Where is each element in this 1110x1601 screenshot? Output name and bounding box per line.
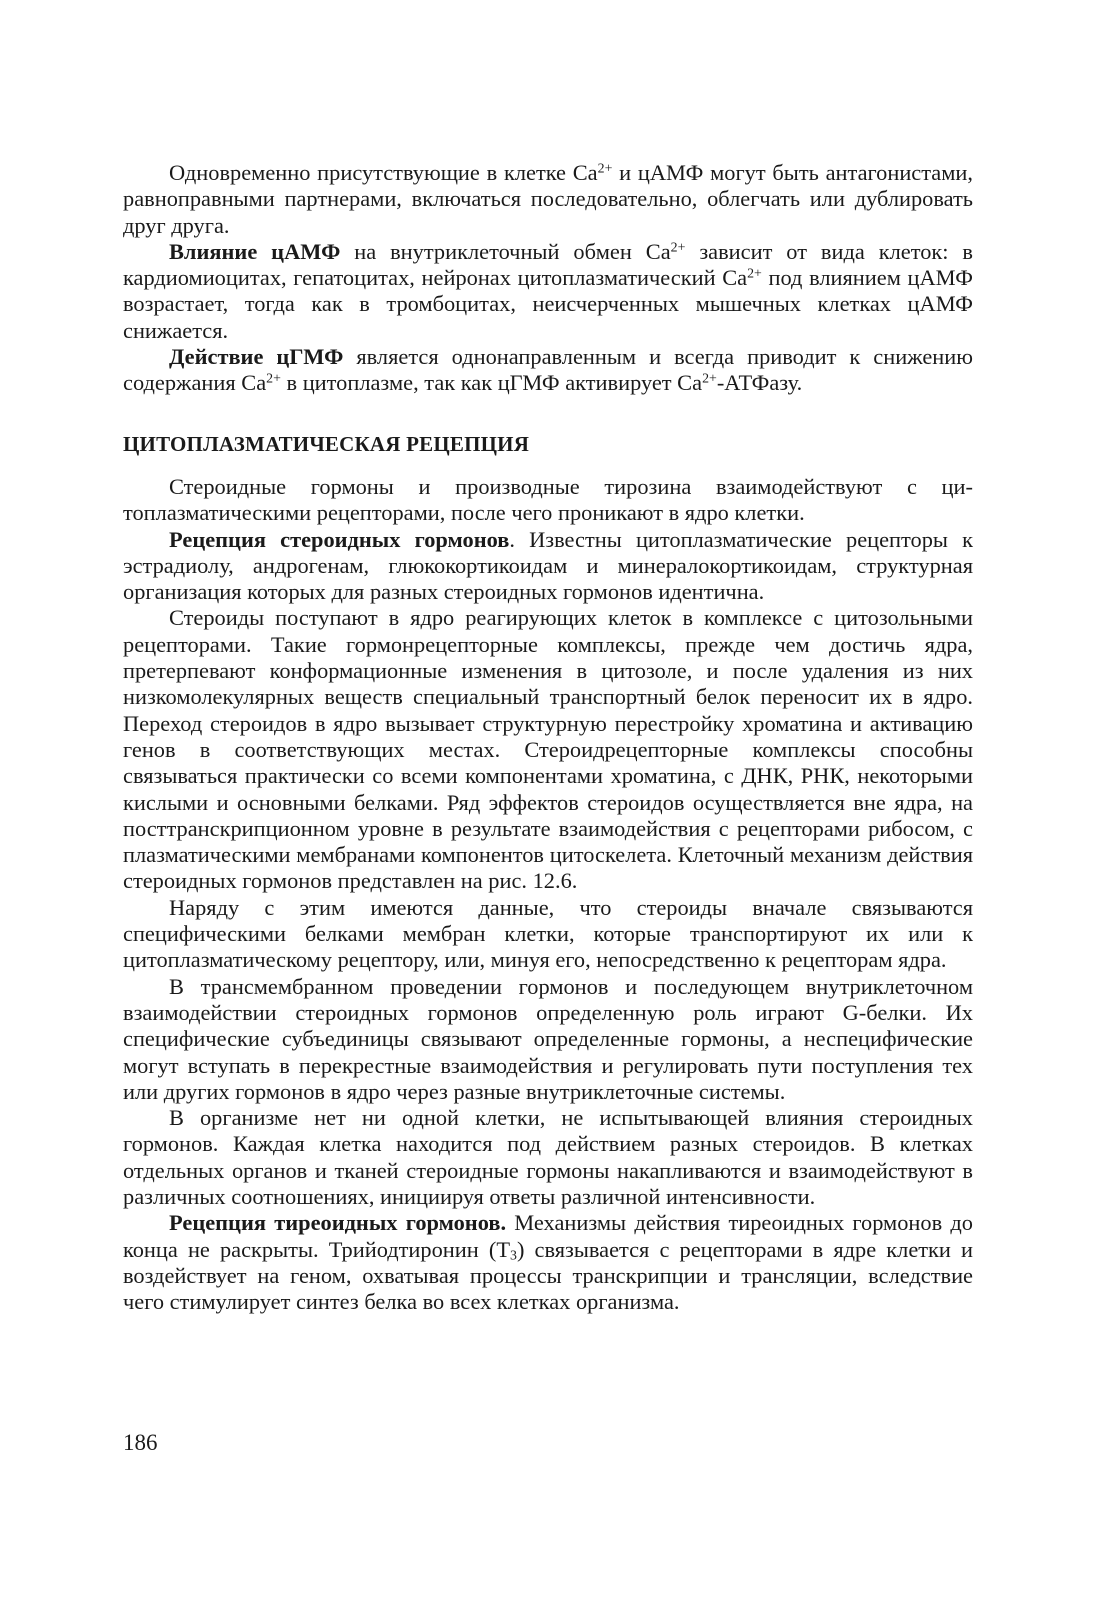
paragraph-lead: Рецепция стероидных гормонов <box>169 526 510 552</box>
page-number: 186 <box>123 1430 158 1455</box>
paragraph-text: Стероиды поступают в ядро реагирующих клеток в комплексе с цитозольными рецепторами. Такие гормонрецепторные комплексы, прежде чем достичь ядра, претерпевают конформационные изменения в цитозоле, и после удаления из них низкомолекулярных веществ специальный транспортный белок переносит их в ядро. Переход стероидов в ядро вызывает структурную перестройку хроматина и активацию генов в соответствующих местах. Стероидрецепторные комплексы способны связываться практически со всеми компонентами хроматина, с ДНК, РНК, некоторыми кислыми и основными белками. Ряд эффектов стероидов осуществляется вне ядра, на посттранскрипционном уровне в результате взаимодействия с рецепторами рибосом, с плазматическими мембранами компонентов цитоскелета. Клеточный механизм действия стероидных гормонов представлен на рис. 12.6. <box>123 605 973 894</box>
paragraph-text: . Известны цитоплазматические рецепторы к эстрадиолу, андрогенам, глюкокортикоидам и минералокортикоидам, структурная организация которых для разных стероидных гормонов идентична. <box>123 526 974 605</box>
paragraph <box>123 895 973 974</box>
paragraph-lead: Влияние цАМФ <box>169 238 341 264</box>
paragraph <box>123 239 973 344</box>
paragraph <box>123 160 973 239</box>
paragraph <box>123 527 973 606</box>
paragraph-text: В организме нет ни одной клетки, не испытывающей влияния стероидных гормонов. Каждая клетка находится под действием разных стероидов. В клетках отдельных органов и тканей стероидные гормоны накапливаются и взаимодействуют в различных соотношениях, инициируя ответы различной интенсивности. <box>123 1105 973 1209</box>
paragraph <box>123 605 973 894</box>
paragraph-text: является однонаправленным и всегда приводит к снижению содержания $Ca^{2+}$ в цитоплазме, так как цГМФ активирует $Ca^{2+}$-АТФазу. <box>123 344 973 396</box>
paragraph-text: В трансмембранном проведении гормонов и последующем внутриклеточном взаимодействии стероидных гормонов определенную роль играют G-белки. Их специфические субъединицы связывают определенные гормоны, а неспецифические могут вступать в перекрестные взаимодействия и регулировать пути поступления тех или других гормонов в ядро через разные внутриклеточные системы. <box>123 973 973 1104</box>
paragraph-lead: Рецепция тиреоидных гормонов. <box>169 1210 507 1236</box>
paragraph-text: Стероидные гормоны и производные тирозина взаимодействуют с цитоплазматическими рецепторами, после чего проникают в ядро клетки. <box>123 473 973 526</box>
text-column <box>123 160 973 1315</box>
paragraph <box>123 974 973 1105</box>
paragraph <box>123 1210 973 1315</box>
paragraph-text: Одновременно присутствующие в клетке $Ca^{2+}$ и цАМФ могут быть антагонистами, равноправными партнерами, включаться последовательно, облегчать или дублировать друг друга. <box>123 160 973 238</box>
paragraph <box>123 344 973 397</box>
paragraph-text: Механизмы действия тиреоидных гормонов до конца не раскрыты. Трийодтиронин $(T_3)$ связывается с рецепторами в ядре клетки и воздействует на геном, охватывая процессы транскрипции и трансляции, вследствие чего стимулирует синтез белка во всех клетках организма. <box>123 1210 973 1315</box>
paragraph-text: на внутриклеточный обмен $Ca^{2+}$ зависит от вида клеток: в кардиомиоцитах, гепатоцитах, нейронах цитоплазматический $Ca^{2+}$ под влиянием цАМФ возрастает, тогда как в тромбоцитах, неисчерченных мышечных клетках цАМФ снижается. <box>123 238 973 343</box>
paragraph <box>123 474 973 527</box>
paragraph-text: Наряду с этим имеются данные, что стероиды вначале связываются специфическими белками мембран клетки, которые транспортируют их или к цитоплазматическому рецептору, или, минуя его, непосредственно к рецепторам ядра. <box>123 894 973 973</box>
paragraph-lead: Действие цГМФ <box>169 344 344 370</box>
section-heading: ЦИТОПЛАЗМАТИЧЕСКАЯ РЕЦЕПЦИЯ <box>123 431 530 456</box>
paragraph <box>123 1105 973 1210</box>
